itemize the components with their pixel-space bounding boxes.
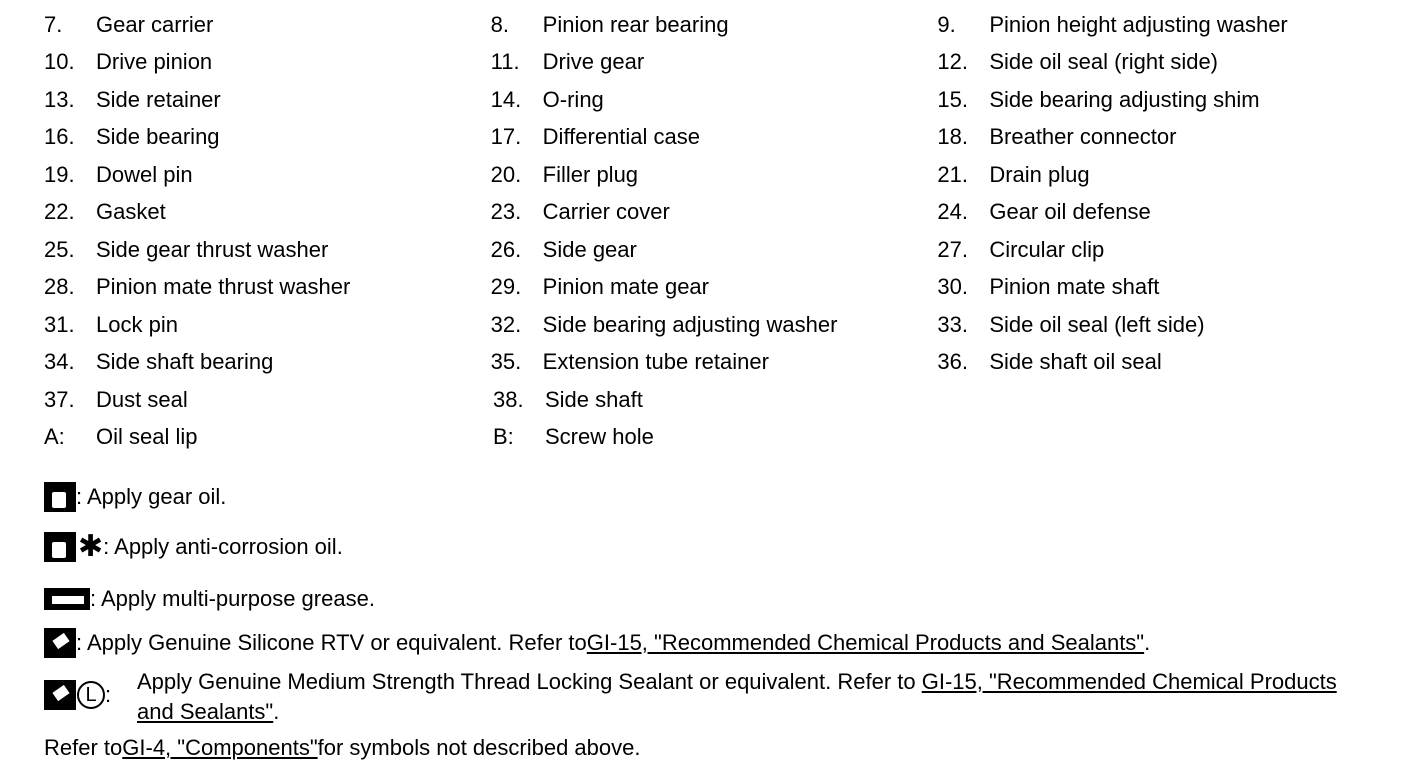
- part-item: [44, 124, 491, 150]
- part-number: 18.: [937, 124, 968, 150]
- components-reference-link[interactable]: GI-4, "Components": [122, 735, 318, 760]
- part-item: [491, 124, 938, 150]
- part-item: [937, 199, 1384, 225]
- part-number: A:: [44, 424, 65, 450]
- part-number: 33.: [937, 311, 968, 337]
- legend-thread-colon: :: [105, 682, 112, 707]
- oil-can-icon: [44, 532, 76, 562]
- part-item: [491, 312, 938, 338]
- parts-row: [44, 306, 1384, 344]
- legend-grease: [44, 586, 375, 612]
- part-name: Side shaft oil seal: [989, 349, 1162, 375]
- part-item: [44, 12, 491, 38]
- legend-rtv: [44, 628, 1150, 658]
- part-name: Differential case: [542, 124, 701, 150]
- part-name: Side bearing: [96, 124, 220, 150]
- part-name: Gear oil defense: [989, 199, 1151, 225]
- part-number: 15.: [937, 86, 968, 112]
- part-name: Carrier cover: [542, 199, 670, 225]
- part-number: 29.: [490, 274, 522, 300]
- part-item: [937, 312, 1384, 338]
- refer-prefix: Refer to: [44, 735, 123, 760]
- parts-row: [44, 81, 1384, 119]
- part-name: Gasket: [96, 199, 166, 225]
- part-item: [937, 124, 1384, 150]
- parts-row: [44, 381, 1384, 419]
- part-name: Side gear: [542, 236, 637, 262]
- part-item: [491, 349, 938, 375]
- part-item: [937, 12, 1384, 38]
- part-name: Gear carrier: [96, 11, 214, 37]
- sealant-tube-icon: [44, 680, 76, 710]
- part-item: [937, 237, 1384, 263]
- part-item: [937, 349, 1384, 375]
- part-name: Drive gear: [542, 49, 645, 75]
- parts-row: [44, 6, 1384, 44]
- part-number: 37.: [44, 386, 75, 412]
- legend-refer: [44, 735, 640, 761]
- part-name: Circular clip: [989, 236, 1105, 262]
- part-item: [44, 49, 491, 75]
- sealant-tube-icon: [44, 628, 76, 658]
- part-number: 7.: [44, 11, 63, 37]
- part-number: 26.: [490, 236, 522, 262]
- part-item: [491, 274, 938, 300]
- legend-thread-suffix: .: [273, 699, 280, 724]
- part-number: 14.: [490, 86, 522, 112]
- part-number: 10.: [44, 49, 75, 75]
- part-number: 28.: [44, 274, 75, 300]
- legend-thread-lock: [44, 680, 111, 710]
- part-item: [937, 162, 1384, 188]
- part-number: 34.: [44, 349, 75, 375]
- part-name: Side gear thrust washer: [96, 236, 329, 262]
- part-name: Pinion height adjusting washer: [989, 11, 1288, 37]
- part-number: 32.: [490, 311, 522, 337]
- part-name: Extension tube retainer: [542, 349, 769, 375]
- part-name: Pinion rear bearing: [542, 11, 729, 37]
- parts-row: [44, 156, 1384, 194]
- part-name: Oil seal lip: [96, 424, 198, 450]
- part-name: Side bearing adjusting shim: [989, 86, 1260, 112]
- part-number: 11.: [490, 49, 520, 75]
- parts-row: [44, 44, 1384, 82]
- part-number: 19.: [44, 161, 75, 187]
- part-name: Pinion mate thrust washer: [96, 274, 351, 300]
- asterisk-icon: ✱: [78, 530, 104, 563]
- part-name: Drain plug: [989, 161, 1090, 187]
- part-name: Side shaft: [545, 386, 643, 412]
- part-item: [44, 387, 493, 413]
- part-item: [44, 162, 491, 188]
- part-item: [44, 349, 491, 375]
- parts-row: [44, 419, 1384, 457]
- part-number: 13.: [44, 86, 75, 112]
- locking-circle-icon: L: [77, 681, 105, 709]
- part-item: [491, 162, 938, 188]
- part-number: 36.: [937, 349, 968, 375]
- thread-reference-link[interactable]: GI-15, "Recommended Chemical Products and Sealants": [137, 669, 1337, 724]
- refer-suffix: for symbols not described above.: [317, 735, 641, 760]
- part-number: 30.: [937, 274, 968, 300]
- part-item: [44, 87, 491, 113]
- parts-row: [44, 269, 1384, 307]
- part-number: 27.: [937, 236, 968, 262]
- legend-rtv-suffix: .: [1144, 630, 1151, 655]
- part-name: Dust seal: [96, 386, 188, 412]
- legend-anti-corrosion: [44, 532, 343, 562]
- part-name: Lock pin: [96, 311, 178, 337]
- parts-row: [44, 119, 1384, 157]
- grease-gun-icon: [44, 588, 90, 610]
- part-item: [491, 87, 938, 113]
- part-name: O-ring: [542, 86, 604, 112]
- legend-rtv-prefix: : Apply Genuine Silicone RTV or equivalent. Refer to: [76, 630, 587, 655]
- parts-row: [44, 344, 1384, 382]
- part-item: [44, 237, 491, 263]
- part-name: Side bearing adjusting washer: [542, 311, 838, 337]
- legend-thread-text: [137, 667, 1377, 727]
- parts-row: [44, 231, 1384, 269]
- legend-grease-text: : Apply multi-purpose grease.: [90, 586, 375, 611]
- part-number: 25.: [44, 236, 75, 262]
- parts-list: [44, 6, 1384, 456]
- part-name: Filler plug: [542, 161, 639, 187]
- part-number: 22.: [44, 199, 75, 225]
- part-name: Screw hole: [545, 424, 654, 450]
- part-item: [44, 424, 493, 450]
- part-name: Dowel pin: [96, 161, 193, 187]
- part-number: 16.: [44, 124, 75, 150]
- part-name: Side retainer: [96, 86, 221, 112]
- part-number: 38.: [493, 386, 524, 412]
- part-item: [493, 387, 942, 413]
- parts-row: [44, 194, 1384, 232]
- oil-can-icon: [44, 482, 76, 512]
- part-item: [491, 12, 938, 38]
- legend-gear-oil: [44, 482, 226, 512]
- part-item: [44, 274, 491, 300]
- part-number: B:: [493, 424, 514, 450]
- part-number: 24.: [937, 199, 968, 225]
- part-item: [493, 424, 942, 450]
- part-number: 12.: [937, 49, 968, 75]
- part-item: [937, 49, 1384, 75]
- part-name: Drive pinion: [96, 49, 213, 75]
- part-number: 35.: [490, 349, 522, 375]
- part-number: 9.: [937, 11, 956, 37]
- legend-thread-prefix: Apply Genuine Medium Strength Thread Locking Sealant or equivalent. Refer to: [137, 669, 922, 694]
- rtv-reference-link[interactable]: GI-15, "Recommended Chemical Products and Sealants": [586, 630, 1145, 655]
- part-name: Side shaft bearing: [96, 349, 274, 375]
- part-item: [44, 312, 491, 338]
- part-name: Pinion mate shaft: [989, 274, 1160, 300]
- part-item: [491, 199, 938, 225]
- part-item: [937, 274, 1384, 300]
- legend-gear-oil-text: : Apply gear oil.: [76, 484, 227, 509]
- part-name: Breather connector: [989, 124, 1177, 150]
- part-item: [44, 199, 491, 225]
- part-name: Side oil seal (right side): [989, 49, 1219, 75]
- part-item: [937, 87, 1384, 113]
- legend-anti-corrosion-text: : Apply anti-corrosion oil.: [103, 534, 343, 559]
- part-item: [491, 49, 938, 75]
- part-number: 23.: [490, 199, 522, 225]
- part-number: 8.: [490, 11, 510, 37]
- part-item: [491, 237, 938, 263]
- part-number: 17.: [490, 124, 522, 150]
- part-number: 21.: [937, 161, 968, 187]
- part-name: Pinion mate gear: [542, 274, 709, 300]
- part-name: Side oil seal (left side): [989, 311, 1205, 337]
- part-number: 20.: [490, 161, 522, 187]
- part-number: 31.: [44, 311, 75, 337]
